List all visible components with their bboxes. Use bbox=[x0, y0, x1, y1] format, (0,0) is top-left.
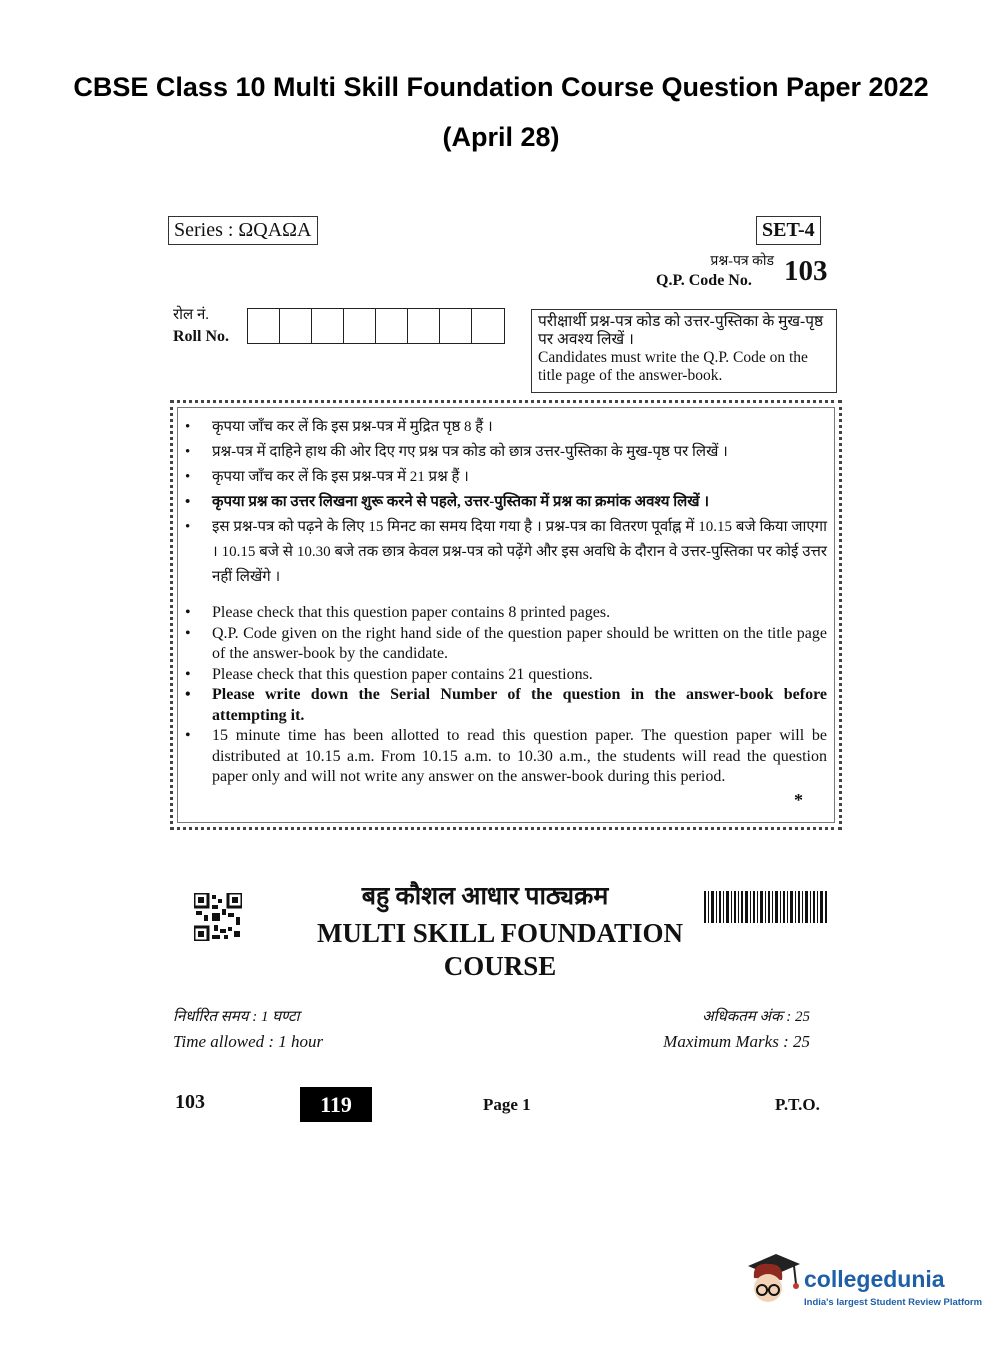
document-title: CBSE Class 10 Multi Skill Foundation Course Question Paper 2022 bbox=[73, 72, 929, 102]
bullet-icon: • bbox=[185, 494, 191, 510]
english-instruction-item: • Please check that this question paper contains 21 questions. bbox=[181, 665, 827, 686]
candidate-note-en: Candidates must write the Q.P. Code on the title page of the answer-book. bbox=[538, 349, 808, 384]
qr-code-icon bbox=[194, 893, 242, 941]
time-allowed-hi: निर्धारित समय : 1 घण्टा bbox=[173, 1009, 300, 1025]
collegedunia-logo-icon bbox=[742, 1250, 802, 1310]
bullet-icon: • bbox=[185, 604, 191, 621]
roll-cell[interactable] bbox=[440, 309, 472, 343]
bullet-icon: • bbox=[185, 419, 191, 435]
english-instruction-item: • Please write down the Serial Number of the question in the answer-book before attempting it. bbox=[185, 686, 827, 724]
roll-label-en: Roll No. bbox=[173, 328, 229, 345]
barcode-icon bbox=[704, 891, 828, 923]
bullet-icon: • bbox=[185, 686, 191, 703]
qp-code-value: 103 bbox=[784, 255, 828, 287]
hindi-instruction-item: • कृपया जाँच कर लें कि इस प्रश्न-पत्र में 21 प्रश्न हैं । bbox=[181, 465, 827, 490]
set-label: SET-4 bbox=[756, 216, 821, 245]
candidate-note-box bbox=[531, 309, 837, 393]
pto-label: P.T.O. bbox=[775, 1095, 820, 1114]
brand-tagline: India's largest Student Review Platform bbox=[804, 1297, 983, 1308]
bullet-icon: • bbox=[185, 665, 191, 683]
english-instructions bbox=[181, 603, 827, 788]
qp-code-label-hi: प्रश्न-पत्र कोड bbox=[710, 254, 774, 269]
subject-title-en-line2: COURSE bbox=[443, 951, 557, 981]
roll-cell[interactable] bbox=[280, 309, 312, 343]
roll-cell[interactable] bbox=[248, 309, 280, 343]
max-marks-hi: अधिकतम अंक : 25 bbox=[702, 1009, 810, 1025]
roll-cell[interactable] bbox=[408, 309, 440, 343]
roll-label-hi: रोल नं. bbox=[173, 307, 210, 323]
bullet-icon: • bbox=[185, 727, 191, 744]
hindi-instruction-item: • इस प्रश्न-पत्र को पढ़ने के लिए 15 मिनट का समय दिया गया है । प्रश्न-पत्र का वितरण पूर्वाह्न में 10.15 बजे किया जाएगा । 10.15 बजे से 10.30 बजे तक छात्र केवल प्रश्न-पत्र को पढ़ेंगे और इस अवधि के दौरान वे उत्तर-पुस्तिका पर कोई उत्तर नहीं लिखेंगे । bbox=[181, 515, 827, 590]
star-mark: * bbox=[794, 790, 803, 810]
brand-name: collegedunia bbox=[804, 1266, 945, 1292]
page-number: Page 1 bbox=[483, 1095, 531, 1114]
english-instruction-item: • Please check that this question paper contains 8 printed pages. bbox=[181, 603, 827, 624]
roll-cell[interactable] bbox=[376, 309, 408, 343]
roll-cell[interactable] bbox=[472, 309, 504, 343]
hindi-instruction-item: • प्रश्न-पत्र में दाहिने हाथ की ओर दिए गए प्रश्न पत्र कोड को छात्र उत्तर-पुस्तिका के मुख-पृष्ठ पर लिखें । bbox=[181, 440, 827, 465]
bullet-icon: • bbox=[185, 444, 191, 460]
footer-badge: 119 bbox=[300, 1087, 372, 1122]
hindi-instruction-item: • कृपया जाँच कर लें कि इस प्रश्न-पत्र में मुद्रित पृष्ठ 8 हैं । bbox=[181, 415, 827, 440]
document-subtitle: (April 28) bbox=[442, 122, 560, 152]
hindi-instructions bbox=[181, 415, 827, 590]
candidate-note-hi: परीक्षार्थी प्रश्न-पत्र कोड को उत्तर-पुस्तिका के मुख-पृष्ठ पर अवश्य लिखें । bbox=[538, 313, 824, 348]
bullet-icon: • bbox=[185, 469, 191, 485]
roll-cell[interactable] bbox=[344, 309, 376, 343]
footer-code: 103 bbox=[175, 1091, 205, 1113]
roll-number-grid[interactable] bbox=[247, 308, 505, 344]
subject-title-hi: बहु कौशल आधार पाठ्यक्रम bbox=[361, 883, 609, 910]
subject-title-en-line1: MULTI SKILL FOUNDATION bbox=[316, 918, 684, 948]
hindi-instruction-item: • कृपया प्रश्न का उत्तर लिखना शुरू करने से पहले, उत्तर-पुस्तिका में प्रश्न का क्रमांक अवश्य लिखें । bbox=[181, 490, 827, 515]
bullet-icon: • bbox=[185, 519, 191, 535]
bullet-icon: • bbox=[185, 624, 191, 642]
roll-cell[interactable] bbox=[312, 309, 344, 343]
time-allowed-en: Time allowed : 1 hour bbox=[173, 1032, 324, 1051]
instructions-box bbox=[170, 400, 842, 830]
english-instruction-item: • Q.P. Code given on the right hand side of the question paper should be written on the title page of the answer-book by the candidate. bbox=[185, 624, 827, 662]
max-marks-en: Maximum Marks : 25 bbox=[663, 1032, 810, 1051]
series-label: Series : ΩQAΩA bbox=[168, 216, 318, 245]
qp-code-label-en: Q.P. Code No. bbox=[656, 272, 752, 289]
english-instruction-item: • 15 minute time has been allotted to read this question paper. The question paper will be distributed at 10.15 a.m. From 10.15 a.m. to 10.30 a.m., the students will read the question paper only and will not write any answer on the answer-book during this period. bbox=[185, 727, 827, 785]
